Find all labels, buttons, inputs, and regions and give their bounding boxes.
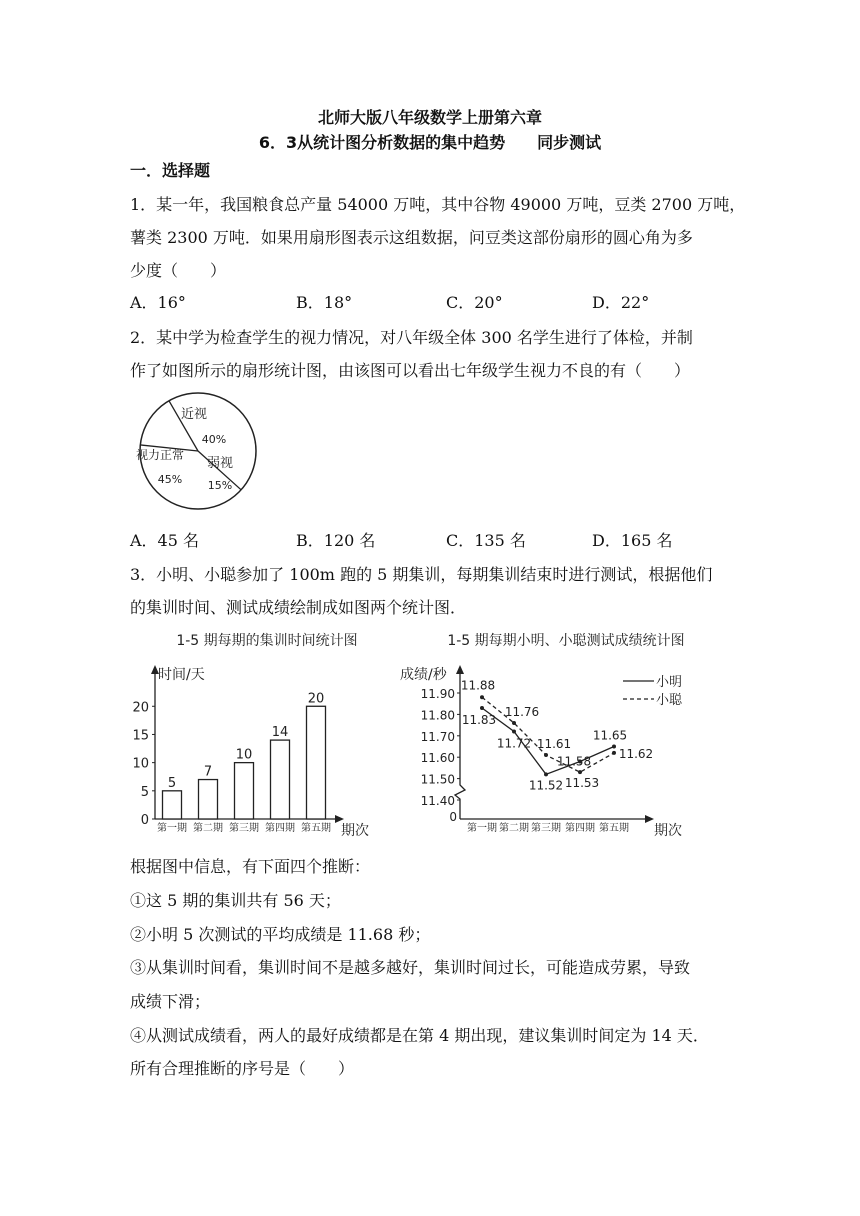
series-point-label: 11.72 [496, 736, 532, 751]
bar-category-label: 第五期 [301, 823, 331, 834]
section-heading: 一．选择题 [130, 161, 211, 180]
line-y-tick-label: 11.90 [420, 687, 455, 701]
series-point [612, 751, 616, 755]
bar-chart-title: 1-5 期每期的集训时间统计图 [176, 633, 358, 649]
q2-option-a: A．45 名 [130, 531, 200, 550]
q3-after-line-2: ①这 5 期的集训共有 56 天； [130, 891, 341, 910]
pie-label-myopia: 近视 [180, 407, 208, 422]
q2-line-2: 作了如图所示的扇形统计图，由该图可以看出七年级学生视力不良的有（ ） [130, 361, 691, 380]
bar-category-label: 第四期 [265, 823, 295, 834]
q1-line-3: 少度（ ） [130, 261, 227, 280]
line-category-label: 第三期 [531, 823, 561, 834]
series-point [612, 745, 616, 749]
q2-option-b: B．120 名 [296, 531, 376, 550]
q1-option-a: A．16° [130, 293, 186, 312]
series-point-label: 11.83 [461, 712, 497, 727]
pie-value-normal: 45% [157, 473, 183, 486]
bar-y-tick-label: 20 [132, 700, 149, 716]
line-category-label: 第一期 [467, 823, 497, 834]
bar-chart-xlabel: 期次 [341, 823, 369, 839]
q3-after-line-6: ④从测试成绩看，两人的最好成绩都是在第 4 期出现，建议集训时间定为 14 天． [130, 1026, 709, 1045]
pie-chart [128, 388, 268, 513]
title-line-2: 6．3从统计图分析数据的集中趋势 同步测试 [258, 133, 602, 152]
line-y-tick-label: 11.60 [420, 751, 455, 766]
bar-category-label: 第二期 [193, 823, 223, 834]
q1-option-c: C．20° [446, 293, 503, 312]
pie-value-myopia: 40% [201, 433, 227, 446]
legend-label-xiaoming: 小明 [656, 675, 683, 690]
bar-category-label: 第三期 [229, 823, 259, 834]
q3-line-2: 的集训时间、测试成绩绘制成如图两个统计图． [130, 598, 467, 617]
bar-value-label: 5 [167, 775, 177, 791]
pie-label-amblyopia: 弱视 [206, 456, 234, 471]
q3-line-1: 3．小明、小聪参加了 100m 跑的 5 期集训，每期集训结束时进行测试，根据他们 [130, 565, 713, 584]
bar-value-label: 20 [307, 691, 325, 707]
bar [163, 791, 182, 819]
line-chart-xlabel: 期次 [654, 823, 682, 839]
bar [271, 740, 290, 819]
q1-option-b: B．18° [296, 293, 353, 312]
bar-value-label: 10 [235, 747, 253, 763]
series-point [512, 721, 516, 725]
series-point-label: 11.52 [528, 778, 564, 793]
series-point-label: 11.76 [504, 704, 540, 719]
series-point [544, 753, 548, 757]
series-point [544, 772, 548, 776]
line-chart-ylabel: 成绩/秒 [400, 667, 447, 683]
line-y-tick-label: 11.80 [420, 708, 455, 723]
q2-option-d: D．165 名 [592, 531, 673, 550]
series-point-label: 11.61 [536, 737, 572, 752]
series-point-label: 11.53 [564, 776, 600, 791]
q2-option-c: C．135 名 [446, 531, 526, 550]
line-category-label: 第四期 [565, 823, 595, 834]
line-y-tick-label: 11.70 [420, 729, 455, 744]
series-point [480, 695, 484, 699]
bar [307, 706, 326, 819]
series-point-label: 11.58 [556, 754, 592, 769]
q3-after-line-3: ②小明 5 次测试的平均成绩是 11.68 秒； [130, 925, 431, 944]
pie-label-normal: 视力正常 [135, 448, 185, 462]
series-point-label: 11.62 [618, 746, 654, 761]
legend-label-xiaocong: 小聪 [656, 693, 683, 708]
q1-line-2: 薯类 2300 万吨．如果用扇形图表示这组数据，问豆类这部份扇形的圆心角为多 [130, 228, 693, 247]
q1-option-d: D．22° [592, 293, 650, 312]
line-x-arrow [645, 815, 654, 823]
bar [235, 763, 254, 819]
bar-y-tick-label: 0 [140, 813, 149, 828]
line-y-arrow [456, 665, 464, 674]
line-y-tick-label: 11.50 [420, 772, 455, 787]
line-category-label: 第二期 [499, 823, 529, 834]
q3-after-line-5: 成绩下滑； [130, 992, 211, 1011]
bar-chart [130, 625, 400, 840]
bar-category-label: 第一期 [157, 823, 187, 834]
pie-value-amblyopia: 15% [207, 479, 233, 492]
bar-x-arrow [335, 815, 344, 823]
series-point-label: 11.65 [592, 728, 628, 743]
series-point [512, 730, 516, 734]
q3-after-line-1: 根据图中信息，有下面四个推断： [130, 857, 371, 876]
bar-value-label: 7 [203, 764, 213, 780]
title-line-1: 北师大版八年级数学上册第六章 [317, 108, 542, 127]
series-point [578, 770, 582, 774]
series-point-label: 11.88 [460, 678, 496, 693]
q3-after-line-7: 所有合理推断的序号是（ ） [130, 1059, 355, 1078]
line-chart-title: 1-5 期每期小明、小聪测试成绩统计图 [447, 633, 685, 649]
q3-after-line-4: ③从集训时间看，集训时间不是越多越好，集训时间过长，可能造成劳累，导致 [130, 958, 691, 977]
bar-y-tick-label: 10 [132, 756, 149, 772]
bar [199, 780, 218, 819]
line-category-label: 第五期 [599, 823, 629, 834]
bar-value-label: 14 [271, 725, 289, 741]
bar-y-tick-label: 15 [132, 728, 149, 744]
line-y-tick-label: 11.40 [420, 794, 455, 808]
q2-line-1: 2．某中学为检查学生的视力情况，对八年级全体 300 名学生进行了体检，并制 [130, 328, 693, 347]
line-chart-origin: 0 [449, 810, 457, 824]
q1-line-1: 1．某一年，我国粮食总产量 54000 万吨，其中谷物 49000 万吨，豆类 2700 万吨， [130, 195, 746, 214]
series-point [480, 706, 484, 710]
bar-y-tick-label: 5 [140, 784, 149, 800]
line-chart [398, 625, 708, 840]
bar-chart-ylabel: 时间/天 [158, 667, 205, 683]
